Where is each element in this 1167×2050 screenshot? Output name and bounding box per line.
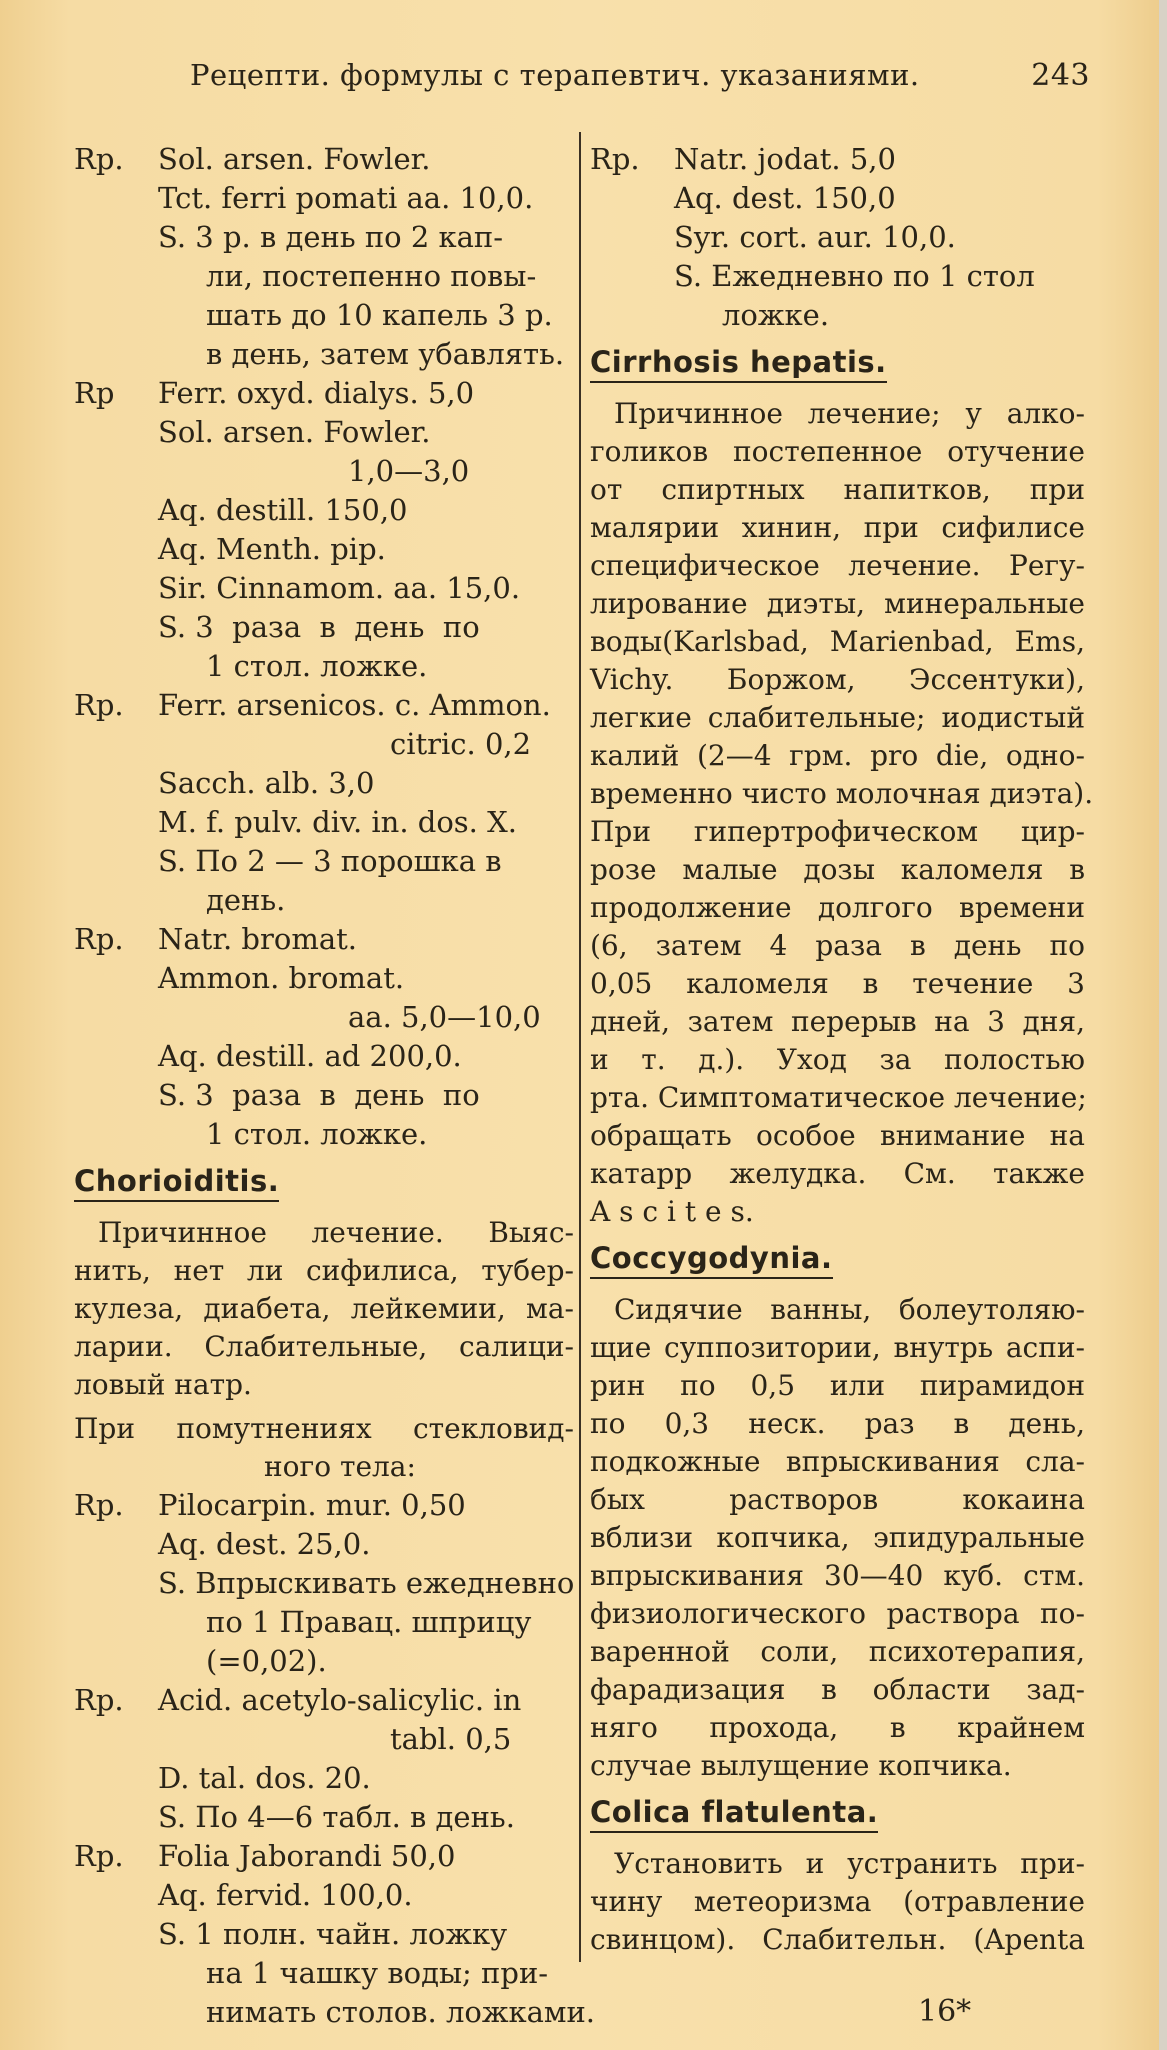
rp-label: Rp.	[74, 688, 124, 722]
prescription	[74, 1681, 574, 1837]
text-line: Причинное лечение; у алко-	[614, 397, 1085, 430]
rx-line: Aq. fervid. 100,0.	[158, 1878, 413, 1912]
rx-line: Sol. arsen. Fowler.	[158, 142, 431, 176]
rx-line: tabl. 0,5	[390, 1722, 512, 1756]
rx-line: шать до 10 капель 3 р.	[206, 298, 553, 332]
rx-line: S. 3 раза в день по	[158, 610, 480, 644]
rx-line: S. Ежедневно по 1 стол	[674, 259, 1035, 293]
prescription	[590, 140, 1085, 335]
text-line: чину метеоризма (отравление	[590, 1885, 1085, 1918]
rx-line: в день, затем убавлять.	[206, 337, 565, 371]
text-line: 0,05 каломеля в течение 3	[590, 967, 1085, 1000]
text-line: рин по 0,5 или пирамидон	[590, 1369, 1085, 1402]
rx-line: (=0,02).	[206, 1644, 327, 1678]
rx-line: citric. 0,2	[390, 727, 532, 761]
text-line: калий (2—4 грм. pro die, одно-	[590, 739, 1085, 772]
coccygodynia-paragraph	[590, 1291, 1085, 1785]
rx-line: D. tal. dos. 20.	[158, 1761, 371, 1795]
text-line: ларии. Слабительные, салици-	[74, 1330, 574, 1363]
rp-label: Rp.	[74, 1488, 124, 1522]
prescription	[74, 686, 574, 920]
rx-line: ли, постепенно повы-	[206, 259, 537, 293]
colica-paragraph	[590, 1845, 1085, 1959]
rx-line: S. 3 раза в день по	[158, 1078, 480, 1112]
text-line: продолжение долгого времени	[590, 891, 1085, 924]
rx-line: Ammon. bromat.	[158, 961, 405, 995]
text-line: розе малые дозы каломеля в	[590, 853, 1085, 886]
text-line: катарр желудка. См. также	[590, 1157, 1085, 1190]
text-line: щие суппозитории, внутрь аспи-	[590, 1331, 1085, 1364]
rp-label: Rp.	[590, 142, 640, 176]
rx-line: по 1 Правац. шприцу	[206, 1605, 532, 1639]
text-line: лирование диэты, минеральные	[590, 587, 1085, 620]
prescription	[74, 374, 574, 686]
rx-line: 1,0—3,0	[348, 454, 470, 488]
text-line: вблизи копчика, эпидуральные	[590, 1521, 1085, 1554]
rx-line: Folia Jaborandi 50,0	[158, 1839, 456, 1873]
rx-line: нимать столов. ложками.	[206, 1995, 596, 2029]
rx-line: Sir. Cinnamom. aa. 15,0.	[158, 571, 521, 605]
text-line: специфическое лечение. Регу-	[590, 549, 1085, 582]
section-title-coccygodynia: Coccygodynia.	[590, 1241, 833, 1279]
text-line: малярии хинин, при сифилисе	[590, 511, 1085, 544]
section-title-chorioiditis: Chorioiditis.	[74, 1164, 279, 1202]
text-line: и т. д.). Уход за полостью	[590, 1043, 1085, 1076]
text-line: случае вылущение копчика.	[590, 1749, 1012, 1782]
text-line: ного тела:	[264, 1450, 416, 1483]
text-line: впрыскивания 30—40 куб. стм.	[590, 1559, 1085, 1592]
rx-line: 1 стол. ложке.	[206, 649, 428, 683]
rx-line: aa. 5,0—10,0	[348, 1000, 541, 1034]
text-line: ловый натр.	[74, 1368, 252, 1401]
cirrhosis-paragraph	[590, 395, 1094, 1231]
text-line: обращать особое внимание на	[590, 1119, 1085, 1152]
rp-label: Rp.	[74, 142, 124, 176]
rx-line: Ferr. arsenicos. c. Ammon.	[158, 688, 551, 722]
rx-line: Aq. destill. 150,0	[158, 493, 408, 527]
rx-line: Aq. Menth. pip.	[158, 532, 386, 566]
rx-line: Sol. arsen. Fowler.	[158, 415, 431, 449]
prescription	[74, 1486, 574, 1681]
rx-line: на 1 чашку воды; при-	[206, 1956, 549, 1990]
running-title: Рецепти. формулы с терапевтич. указаниями.	[190, 58, 920, 92]
rx-line: Aq. dest. 150,0	[674, 181, 896, 215]
text-line: временно чисто молочная диэта).	[590, 777, 1094, 810]
text-line: свинцом). Слабительн. (Apenta	[590, 1923, 1085, 1956]
section-title-colica: Colica flatulenta.	[590, 1795, 878, 1833]
rx-line: ложке.	[722, 298, 830, 332]
rx-line: S. По 2 — 3 порошка в	[158, 844, 502, 878]
rx-line: S. 1 полн. чайн. ложку	[158, 1917, 508, 1951]
text-line: Сидячие ванны, болеутоляю-	[614, 1293, 1085, 1326]
rx-line: Natr. bromat.	[158, 922, 357, 956]
rx-line: Syr. cort. aur. 10,0.	[674, 220, 956, 254]
text-line: легкие слабительные; иодистый	[590, 701, 1085, 734]
signature-mark: 16*	[918, 1994, 972, 2029]
rx-line: Ferr. oxyd. dialys. 5,0	[158, 376, 475, 410]
text-line: дней, затем перерыв на 3 дня,	[590, 1005, 1085, 1038]
rx-line: день.	[206, 883, 286, 917]
rp-label: Rp.	[74, 1839, 124, 1873]
right-column	[590, 140, 1094, 1959]
prescription	[74, 920, 574, 1154]
rp-label: Rp	[74, 376, 115, 410]
text-line: Причинное лечение. Выяс-	[98, 1216, 574, 1249]
rx-line: S. 3 р. в день по 2 кап-	[158, 220, 504, 254]
rx-line: Tct. ferri pomati aa. 10,0.	[158, 181, 534, 215]
text-line: воды(Karlsbad, Marienbad, Ems,	[590, 625, 1085, 658]
text-line: бых растворов кокаина	[590, 1483, 1085, 1516]
text-line: фарадизация в области зад-	[590, 1673, 1085, 1706]
text-line: няго прохода, в крайнем	[590, 1711, 1085, 1744]
chorioiditis-subhead	[74, 1410, 574, 1486]
text-line: голиков постепенное отучение	[590, 435, 1085, 468]
column-divider	[579, 132, 581, 1962]
rx-line: 1 стол. ложке.	[206, 1117, 428, 1151]
chorioiditis-paragraph	[74, 1214, 574, 1404]
section-title-cirrhosis: Cirrhosis hepatis.	[590, 345, 887, 383]
rx-line: S. По 4—6 табл. в день.	[158, 1800, 515, 1834]
page-number: 243	[1031, 58, 1090, 93]
rx-line: Sacch. alb. 3,0	[158, 766, 375, 800]
text-line: по 0,3 неск. раз в день,	[590, 1407, 1085, 1440]
text-line: Установить и устранить при-	[614, 1847, 1085, 1880]
prescription	[74, 1837, 596, 2032]
text-line: нить, нет ли сифилиса, тубер-	[74, 1254, 574, 1287]
text-line: подкожные впрыскивания сла-	[590, 1445, 1085, 1478]
text-line: При помутнениях стекловид-	[74, 1412, 574, 1445]
text-line: При гипертрофическом цир-	[590, 815, 1085, 848]
page-edge	[1159, 0, 1167, 2050]
rx-line: Natr. jodat. 5,0	[674, 142, 896, 176]
rx-line: S. Впрыскивать ежедневно	[158, 1566, 575, 1600]
left-column	[74, 140, 596, 2032]
text-line: A s c i t e s.	[590, 1195, 754, 1228]
text-line: физиологического раствора по-	[590, 1597, 1085, 1630]
text-line: рта. Симптоматическое лечение;	[590, 1081, 1087, 1114]
text-line: от спиртных напитков, при	[590, 473, 1085, 506]
running-header	[190, 58, 1090, 102]
text-line: варенной соли, психотерапия,	[590, 1635, 1085, 1668]
rx-line: Aq. dest. 25,0.	[158, 1527, 371, 1561]
rp-label: Rp.	[74, 922, 124, 956]
rp-label: Rp.	[74, 1683, 124, 1717]
prescription	[74, 140, 574, 374]
text-line: кулеза, диабета, лейкемии, ма-	[74, 1292, 574, 1325]
rx-line: Aq. destill. ad 200,0.	[158, 1039, 462, 1073]
rx-line: Acid. acetylo-salicylic. in	[158, 1683, 522, 1717]
rx-line: M. f. pulv. div. in. dos. X.	[158, 805, 517, 839]
rx-line: Pilocarpin. mur. 0,50	[158, 1488, 466, 1522]
text-line: (6, затем 4 раза в день по	[590, 929, 1085, 962]
text-line: Vichy. Боржом, Эссентуки),	[590, 663, 1085, 696]
